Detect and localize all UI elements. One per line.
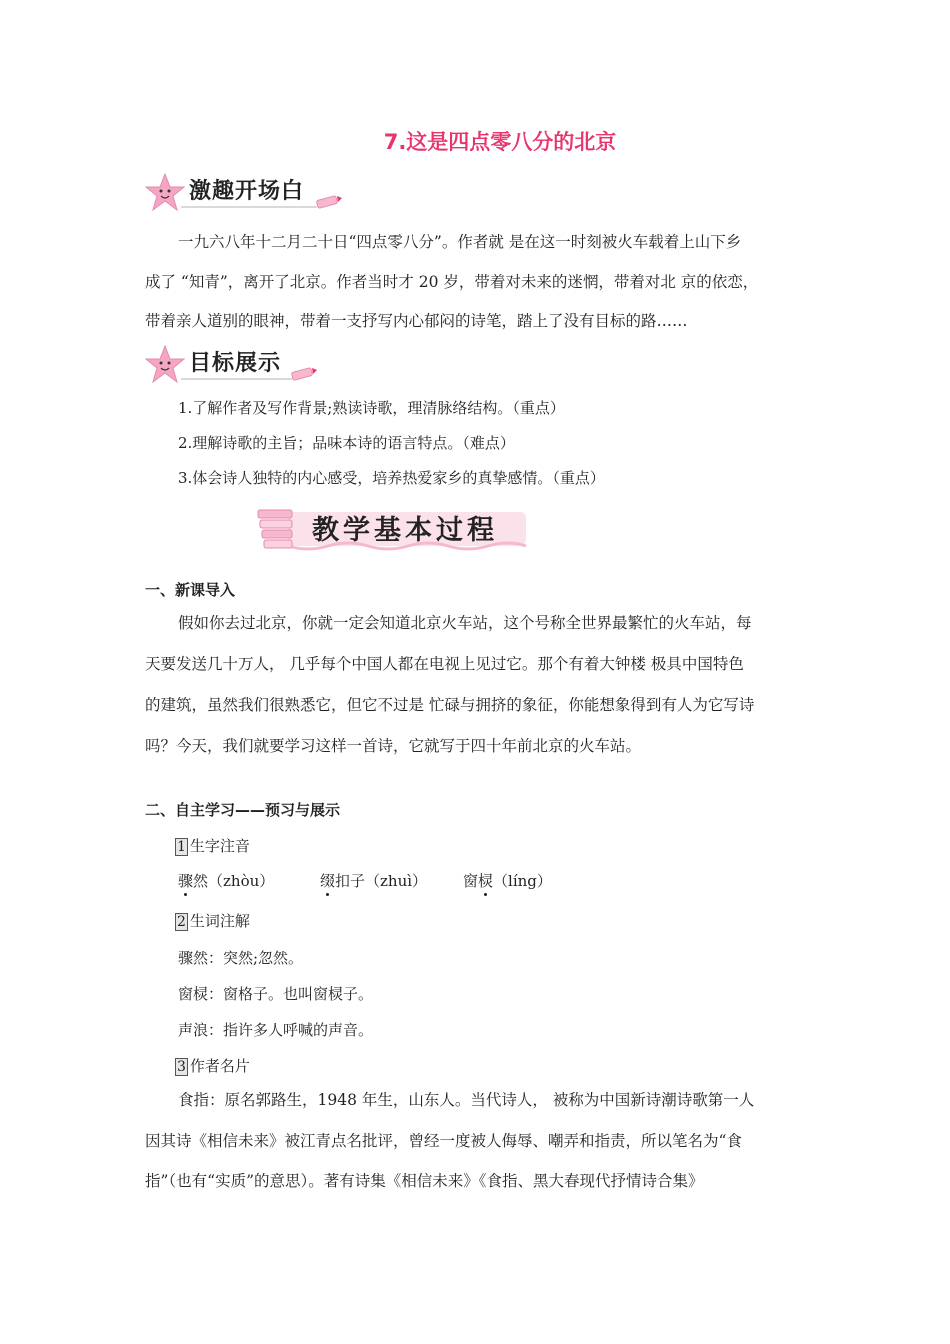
part1-line: 天要发送几十万人， 几乎每个中国人都在电视上见过它。那个有着大钟楼 极具中国特色 [145,655,744,673]
star-icon [145,172,185,212]
intro-line-3: 带着亲人道别的眼神，带着一支抒写内心郁闷的诗笔，踏上了没有目标的路…… [145,312,688,330]
dotted-char: 缀 [320,872,336,890]
item-label: 生词注解 [189,912,250,930]
page-title: 7.这是四点零八分的北京 [383,130,617,154]
process-banner [248,502,530,554]
vocab-item: 窗棂：窗格子。也叫窗棂子。 [178,985,374,1003]
author-line: 食指：原名郭路生，1948 年生，山东人。当代诗人， 被称为中国新诗潮诗歌第一人 [178,1091,755,1109]
item-number: 3 [177,1059,186,1075]
dotted-char: 骤 [178,872,194,890]
item-number: 2 [177,914,186,930]
goals-banner [145,342,320,386]
item-heading [175,1055,250,1076]
goal-item: 2.理解诗歌的主旨；品味本诗的语言特点。（难点） [178,434,515,452]
item-label: 作者名片 [189,1057,250,1075]
item-heading [175,835,250,856]
pencil-icon [290,364,318,384]
pinyin-entry: 骤然（zhòu） [178,872,275,890]
intro-line-1: 一九六八年十二月二十日“四点零八分”。作者就 是在这一时刻被火车载着上山下乡 [178,233,742,251]
pinyin: （zhòu） [208,872,275,890]
part1-line: 假如你去过北京，你就一定会知道北京火车站，这个号称全世界最繁忙的火车站，每 [178,614,752,632]
intro-line-2: 成了 “知青”，离开了北京。作者当时才 20 岁，带着对未来的迷惘，带着对北 京的依恋， [145,273,759,291]
pinyin: （zhuì） [365,872,428,890]
part2-heading: 二、自主学习——预习与展示 [145,801,341,819]
item-heading [175,910,250,931]
banner-divider [181,206,317,208]
author-line: 因其诗《相信未来》被江青点名批评，曾经一度被人侮辱、嘲弄和指责，所以笔名为“食 [145,1132,742,1150]
vocab-item: 骤然：突然;忽然。 [178,949,304,967]
process-banner-label: 教学基本过程 [312,515,498,546]
dotted-char: 棂 [478,872,494,890]
vocab-item: 声浪：指许多人呼喊的声音。 [178,1021,374,1039]
pinyin-entry: 缀扣子（zhuì） [320,872,428,890]
pinyin-entry: 窗棂（líng） [463,872,552,890]
author-line: 指”（也有“实质”的意思）。著有诗集《相信未来》《食指、黑大春现代抒情诗合集》 [145,1172,704,1190]
banner-divider [181,378,292,380]
intro-banner [145,170,345,214]
pencil-icon [315,192,343,212]
pinyin: （líng） [493,872,552,890]
item-label: 生字注音 [189,837,250,855]
goal-item: 1.了解作者及写作背景;熟读诗歌，理清脉络结构。（重点） [178,399,565,417]
part1-line: 吗？今天，我们就要学习这样一首诗，它就写于四十年前北京的火车站。 [145,737,642,755]
item-number: 1 [177,839,186,855]
part1-heading: 一、新课导入 [145,581,236,599]
intro-banner-label: 激趣开场白 [189,179,305,204]
part1-line: 的建筑，虽然我们很熟悉它，但它不过是 忙碌与拥挤的象征，你能想象得到有人为它写诗 [145,696,755,714]
star-icon [145,344,185,384]
goal-item: 3.体会诗人独特的内心感受，培养热爱家乡的真挚感情。（重点） [178,469,605,487]
goals-banner-label: 目标展示 [189,351,282,376]
